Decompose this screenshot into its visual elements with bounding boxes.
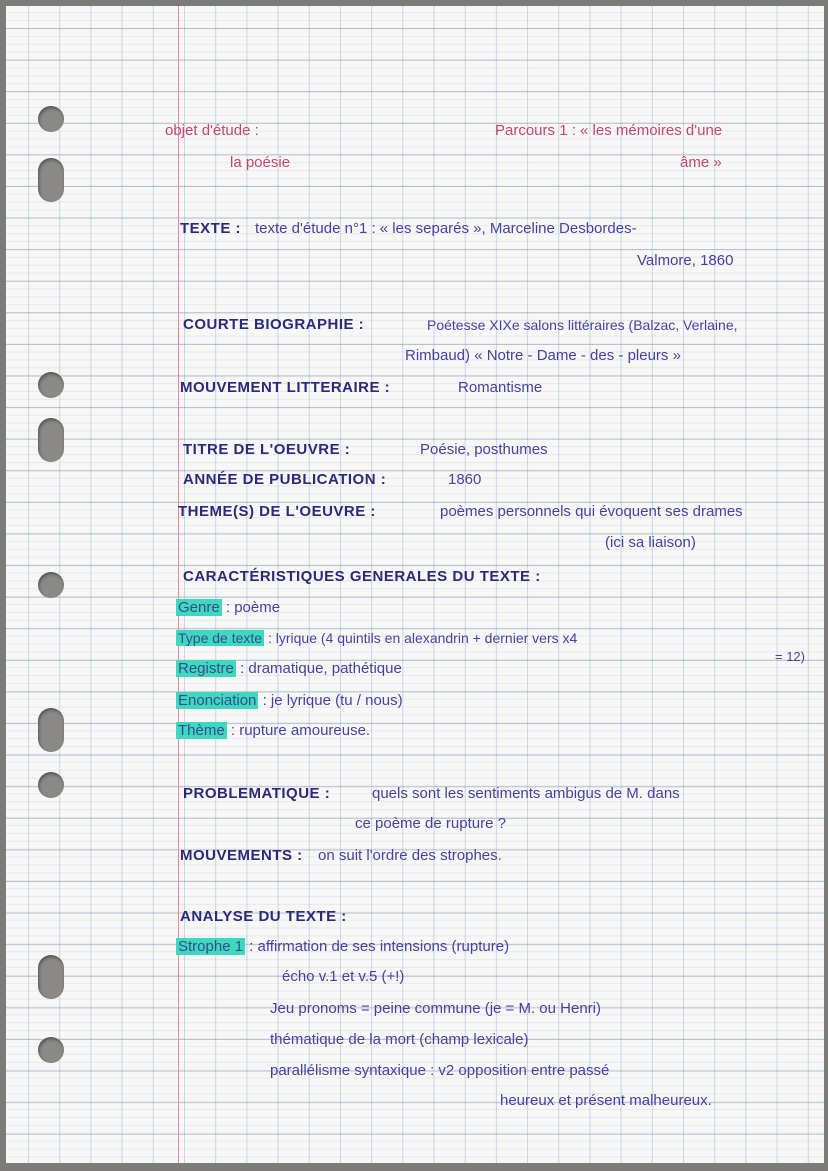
annee-value: 1860 — [448, 471, 482, 488]
value: : lyrique (4 quintils en alexandrin + dernier vers x4 — [267, 630, 578, 646]
problematique-line1: quels sont les sentiments ambigus de M. dans — [372, 785, 680, 802]
texte-line1: texte d'étude n°1 : « les separés », Marceline Desbordes- — [255, 220, 637, 237]
punch-hole — [38, 708, 64, 752]
highlight-key: Enonciation — [178, 692, 257, 709]
margin-line — [178, 6, 179, 1163]
texte-line2: Valmore, 1860 — [637, 252, 734, 269]
punch-hole — [38, 372, 64, 398]
mouvements-label: MOUVEMENTS : — [180, 847, 303, 864]
themes-line1: poèmes personnels qui évoquent ses drames — [440, 503, 743, 520]
punch-hole — [38, 772, 64, 798]
caracteristiques-label: CARACTÉRISTIQUES GENERALES DU TEXTE : — [183, 568, 541, 585]
analyse-line: heureux et présent malheureux. — [500, 1092, 712, 1109]
highlight-key: Genre — [178, 599, 220, 616]
value: : rupture amoureuse. — [230, 722, 371, 739]
objet-label: objet d'étude : — [165, 122, 259, 139]
analyse-line: Jeu pronoms = peine commune (je = M. ou Henri) — [270, 1000, 601, 1017]
titre-label: TITRE DE L'OEUVRE : — [183, 441, 351, 458]
caracteristique-type-extra: = 12) — [775, 649, 805, 664]
strophe-1 — [176, 938, 509, 956]
titre-value: Poésie, posthumes — [420, 441, 548, 458]
caracteristique-type — [176, 629, 577, 647]
punch-hole — [38, 418, 64, 462]
caracteristique-enonciation — [176, 692, 403, 710]
analyse-line: parallélisme syntaxique : v2 opposition entre passé — [270, 1062, 610, 1079]
value: : affirmation de ses intensions (rupture) — [249, 938, 510, 955]
caracteristique-registre — [176, 660, 402, 678]
punch-hole — [38, 106, 64, 132]
value: : poème — [225, 599, 281, 616]
highlight-key: Strophe 1 — [178, 938, 244, 955]
highlight-key: Type de texte — [178, 630, 263, 646]
biographie-line2: Rimbaud) « Notre - Dame - des - pleurs » — [405, 347, 681, 364]
punch-hole — [38, 1037, 64, 1063]
parcours-line1: Parcours 1 : « les mémoires d'une — [495, 122, 723, 139]
biographie-label: COURTE BIOGRAPHIE : — [183, 316, 365, 333]
highlight-key: Registre — [178, 660, 234, 677]
punch-hole — [38, 158, 64, 202]
parcours-line2: âme » — [680, 154, 722, 171]
value: : je lyrique (tu / nous) — [262, 692, 403, 709]
problematique-line2: ce poème de rupture ? — [355, 815, 506, 832]
mouvements-value: on suit l'ordre des strophes. — [318, 847, 502, 864]
punch-hole — [38, 572, 64, 598]
analyse-label: ANALYSE DU TEXTE : — [180, 908, 347, 925]
punch-hole — [38, 955, 64, 999]
caracteristique-theme — [176, 722, 370, 740]
caracteristique-genre — [176, 599, 280, 617]
mouvement-label: MOUVEMENT LITTERAIRE : — [180, 379, 391, 396]
highlight-key: Thème — [178, 722, 225, 739]
themes-label: THEME(S) DE L'OEUVRE : — [178, 503, 376, 520]
annee-label: ANNÉE DE PUBLICATION : — [183, 471, 387, 488]
mouvement-value: Romantisme — [458, 379, 543, 396]
problematique-label: PROBLEMATIQUE : — [183, 785, 331, 802]
objet-value: la poésie — [230, 154, 291, 171]
analyse-line: thématique de la mort (champ lexicale) — [270, 1031, 529, 1048]
analyse-line: écho v.1 et v.5 (+!) — [282, 968, 405, 985]
themes-line2: (ici sa liaison) — [605, 534, 696, 551]
value: : dramatique, pathétique — [240, 660, 402, 677]
texte-label: TEXTE : — [180, 220, 242, 237]
biographie-line1: Poétesse XIXe salons littéraires (Balzac, Verlaine, — [427, 317, 738, 333]
